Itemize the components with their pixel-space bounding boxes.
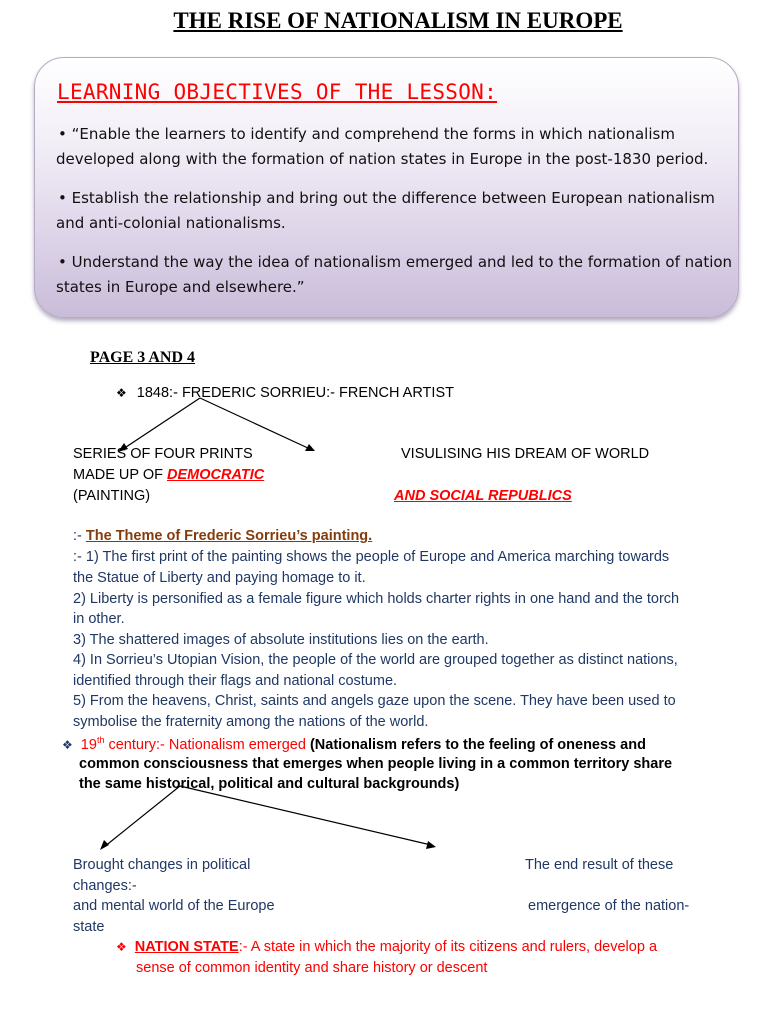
theme-line: 2) Liberty is personified as a female figure which holds charter rights in one hand and the torch [73,591,680,607]
changes-right-line: emergence of the nation- [528,898,690,914]
theme-line: identified through their flags and national costume. [73,673,398,689]
changes-left-line: and mental world of the Europe [73,898,275,914]
theme-line: 5) From the heavens, Christ, saints and angels gaze upon the scene. They have been used to [73,693,676,709]
diamond-bullet-icon: ❖ [116,940,127,954]
dream-line: VISULISING HIS DREAM OF WORLD [401,446,650,462]
nationalism-definition: the same historical, political and cultural backgrounds) [79,776,460,792]
theme-line: 4) In Sorrieu’s Utopian Vision, the people of the world are grouped together as distinct nations, [73,652,678,668]
theme-heading: The Theme of Frederic Sorrieu’s painting. [85,528,373,544]
nation-state-definition: sense of common identity and share history or descent [136,960,488,976]
arrow-right-2 [180,786,431,845]
arrowhead-right-2 [426,841,436,849]
objective-line: states in Europe and elsewhere.” [56,278,305,296]
objective-line: • Understand the way the idea of nationalism emerged and led to the formation of nation [58,253,733,271]
changes-left-line: state [73,919,105,935]
nationalism-line [62,735,646,753]
nation-state-line [116,939,657,955]
page-heading: PAGE 3 AND 4 [90,349,196,366]
arrow-right-1 [200,398,310,449]
objective-line: • “Enable the learners to identify and comprehend the forms in which nationalism [58,125,675,143]
prints-line [73,467,264,483]
theme-line: 3) The shattered images of absolute institutions lies on the earth. [73,632,489,648]
theme-line: in other. [73,611,125,627]
nation-state-definition: :- A state in which the majority of its citizens and rulers, develop a [238,939,658,955]
changes-right-line: The end result of these [525,857,674,873]
nation-state-term: NATION STATE [134,939,239,955]
diamond-bullet-icon: ❖ [62,737,73,752]
diamond-bullet-icon: ❖ [116,386,127,400]
objective-line: and anti-colonial nationalisms. [56,214,286,232]
arrowhead-left-2 [100,840,109,850]
sorrieu-text: 1848:- FREDERIC SORRIEU:- FRENCH ARTIST [136,385,454,401]
theme-line: :- 1) The first print of the painting shows the people of Europe and America marching towards [73,549,670,565]
theme-line: symbolise the fraternity among the nations of the world. [73,714,429,730]
theme-prefix: :- [73,528,86,544]
document-title: THE RISE OF NATIONALISM IN EUROPE [173,8,623,33]
arrow-left-2 [104,786,180,847]
objective-line: developed along with the formation of nation states in Europe in the post-1830 period. [56,150,709,168]
theme-heading-line [73,528,372,544]
changes-left-line: changes:- [73,878,137,894]
objective-line: • Establish the relationship and bring out the difference between European nationalism [58,189,715,207]
made-up-text: MADE UP OF [73,467,167,483]
republics-highlight: AND SOCIAL REPUBLICS [394,488,572,504]
democratic-highlight: DEMOCRATIC [167,467,265,483]
prints-line: (PAINTING) [73,488,151,504]
arrow-left-1 [123,398,200,449]
nationalism-definition: (Nationalism refers to the feeling of oneness and [309,736,646,753]
objectives-heading: LEARNING OBJECTIVES OF THE LESSON: [57,80,498,104]
century-label: 19th century:- Nationalism emerged [80,735,310,753]
prints-line: SERIES OF FOUR PRINTS [73,446,253,462]
theme-line: the Statue of Liberty and paying homage to it. [73,570,366,586]
nationalism-definition: common consciousness that emerges when people living in a common territory share [79,756,673,772]
changes-left-line: Brought changes in political [73,857,251,873]
